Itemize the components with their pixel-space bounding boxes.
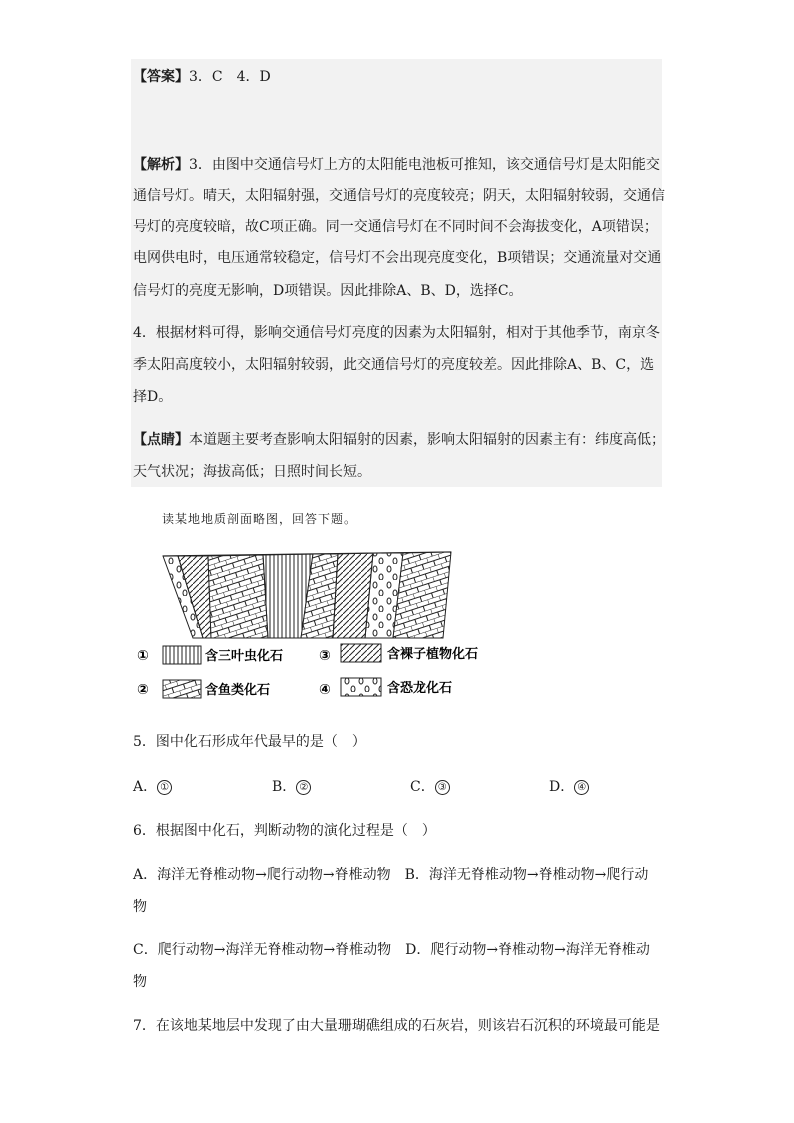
stratum-fish-far-right: [393, 552, 451, 638]
geologic-section-figure: [133, 548, 483, 708]
option-value: ①: [157, 780, 172, 795]
legend-num-3: ③: [319, 648, 331, 664]
q7-stem: 7．在该地某地层中发现了由大量珊瑚礁组成的石灰岩，则该岩石沉积的环境最可能是: [133, 1018, 660, 1034]
analysis-line-3: 号灯的亮度较暗，故C项正确。同一交通信号灯在不同时间不会海拔变化，A项错误；: [133, 219, 658, 235]
q6-options-ab[interactable]: A．海洋无脊椎动物→爬行动物→脊椎动物 B．海洋无脊椎动物→脊椎动物→爬行动: [133, 867, 649, 883]
option-value: ④: [574, 780, 589, 795]
legend-swatch-dinosaur: [341, 678, 381, 696]
option-letter: B．: [272, 779, 297, 795]
analysis-text: 3．由图中交通信号灯上方的太阳能电池板可推知，该交通信号灯是太阳能交: [189, 157, 660, 173]
q5-option-d[interactable]: [549, 778, 589, 796]
option-letter: D．: [549, 779, 575, 795]
q5-option-b[interactable]: [272, 778, 311, 796]
q5-option-c[interactable]: [410, 778, 450, 796]
option-letter: C．: [410, 779, 435, 795]
legend-num-1: ①: [137, 648, 149, 664]
figure-caption: 读某地地质剖面略图，回答下题。: [162, 512, 358, 526]
q6-options-cd-cont: 物: [133, 974, 147, 990]
analysis-line-4: 电网供电时，电压通常较稳定，信号灯不会出现亮度变化，B项错误；交通流量对交通: [133, 250, 662, 266]
answer-explanation-box: [131, 59, 662, 487]
legend-swatch-trilobite: [163, 646, 201, 664]
q5-stem: 5．图中化石形成年代最早的是（ ）: [133, 734, 366, 750]
legend-label-3: 含裸子植物化石: [387, 647, 479, 662]
comment-text: 本道题主要考查影响太阳辐射的因素，影响太阳辐射的因素主有：纬度高低；: [189, 432, 665, 448]
analysis-line-2: 通信号灯。晴天，太阳辐射强，交通信号灯的亮度较亮；阴天，太阳辐射较弱，交通信: [133, 188, 665, 204]
legend: [137, 644, 478, 698]
option-value: ②: [296, 780, 311, 795]
stratum-fish-left: [208, 555, 268, 638]
comment-line-2: 天气状况；海拔高低；日照时间长短。: [133, 464, 371, 480]
comment-line-1: [133, 431, 665, 449]
legend-label-1: 含三叶虫化石: [205, 649, 284, 664]
legend-swatch-fish: [163, 680, 201, 698]
legend-label-4: 含恐龙化石: [387, 681, 453, 696]
q6-options-ab-cont: 物: [133, 899, 147, 915]
analysis4-line-2: 季太阳高度较小，太阳辐射较弱，此交通信号灯的亮度较差。因此排除A、B、C，选: [133, 357, 655, 373]
option-value: ③: [435, 780, 450, 795]
answer-text: 3．C 4．D: [189, 69, 271, 85]
option-letter: A．: [133, 779, 158, 795]
q5-option-a[interactable]: [133, 778, 172, 796]
analysis-label: 【解析】: [133, 157, 189, 173]
analysis4-line-3: 择D。: [133, 389, 173, 405]
analysis-line-5: 信号灯的亮度无影响，D项错误。因此排除A、B、D，选择C。: [133, 283, 523, 299]
answer-line: [133, 68, 271, 86]
legend-swatch-gymnosperm: [341, 644, 381, 662]
q6-stem: 6．根据图中化石，判断动物的演化过程是（ ）: [133, 823, 436, 839]
analysis4-line-1: 4．根据材料可得，影响交通信号灯亮度的因素为太阳辐射，相对于其他季节，南京冬: [133, 325, 660, 341]
legend-num-2: ②: [137, 682, 149, 698]
answer-label: 【答案】: [133, 69, 189, 85]
q6-options-cd[interactable]: C．爬行动物→海洋无脊椎动物→脊椎动物 D．爬行动物→脊椎动物→海洋无脊椎动: [133, 942, 650, 958]
analysis-line-1: [133, 156, 660, 174]
legend-label-2: 含鱼类化石: [205, 683, 271, 698]
comment-label: 【点睛】: [133, 432, 189, 448]
legend-num-4: ④: [319, 682, 331, 698]
